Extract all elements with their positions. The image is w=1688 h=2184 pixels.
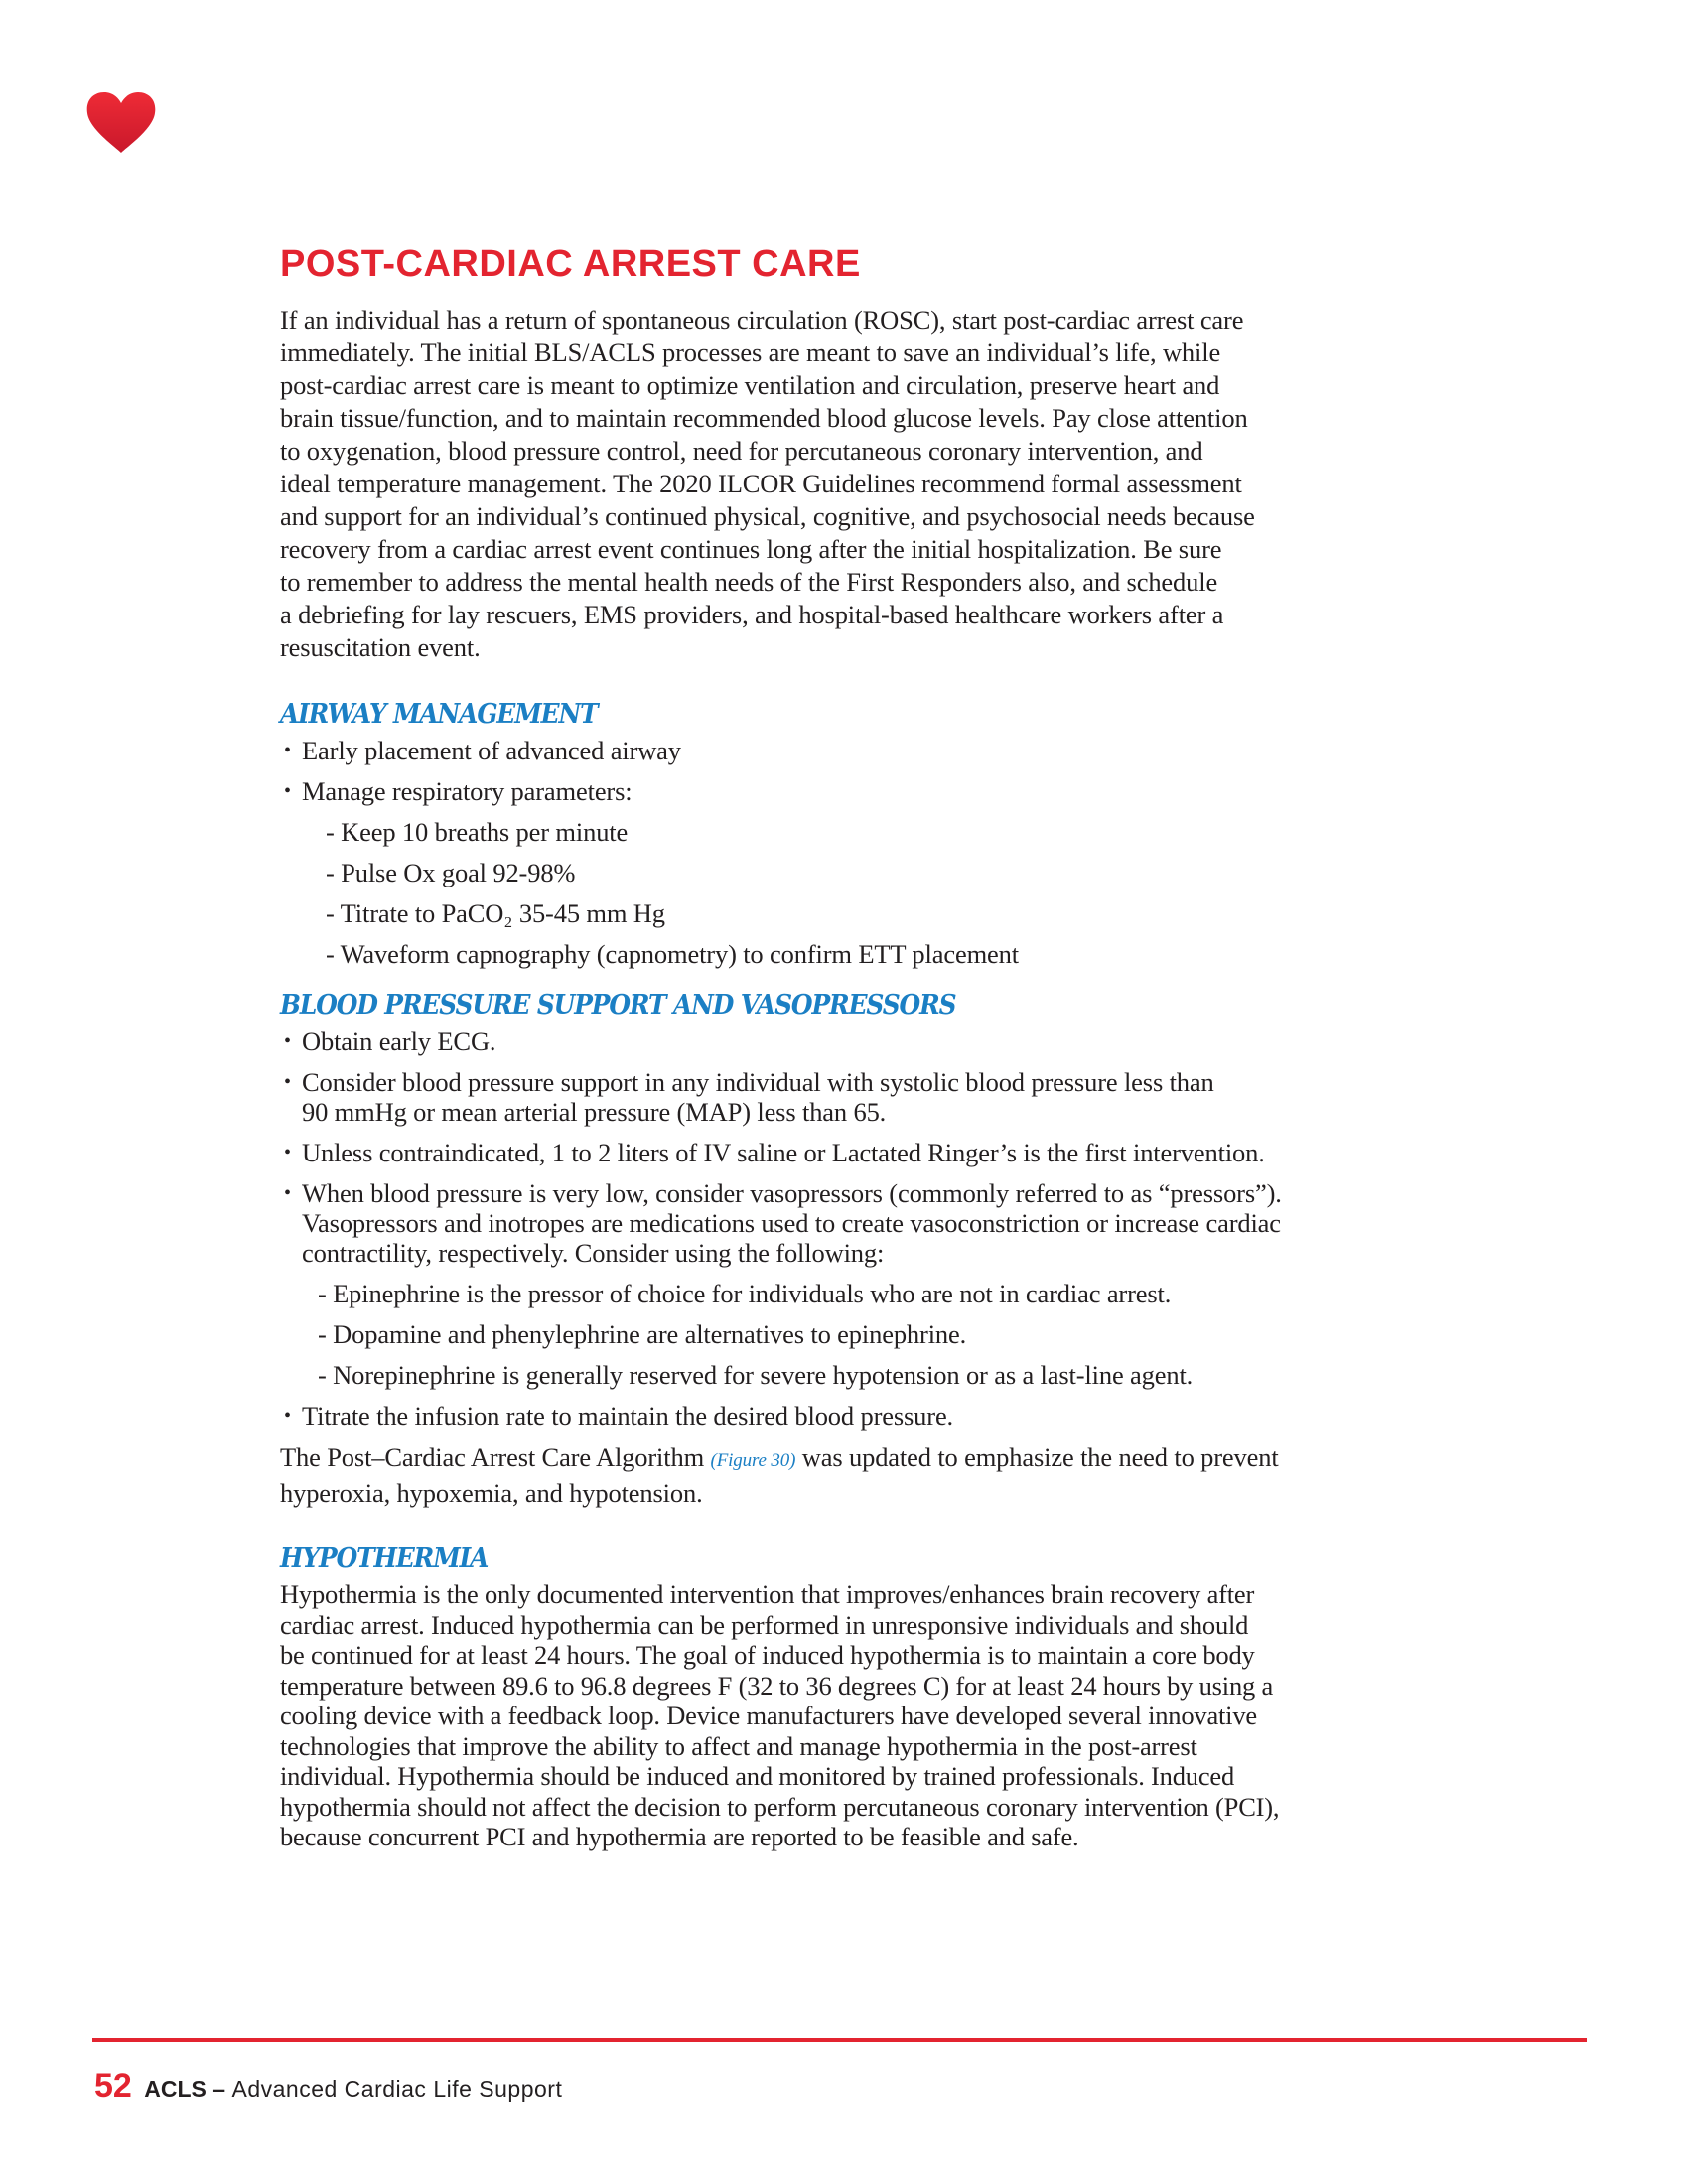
bp-list: [280, 1026, 1472, 1431]
text-line: immediately. The initial BLS/ACLS processes are meant to save an individual’s life, while: [280, 338, 1221, 367]
sub-list-item: [280, 1360, 1472, 1390]
airway-heading: AIRWAY MANAGEMENT: [280, 699, 598, 730]
text-line: be continued for at least 24 hours. The goal of induced hypothermia is to maintain a core body: [280, 1640, 1255, 1670]
text-line: Hypothermia is the only documented intervention that improves/enhances brain recovery after: [280, 1579, 1255, 1609]
list-item-text: 90 mmHg or mean arterial pressure (MAP) less than 65.: [302, 1097, 887, 1127]
sub-list-item: [280, 858, 1472, 887]
list-item-text: Vasopressors and inotropes are medications used to create vasoconstriction or increase cardiac: [302, 1208, 1281, 1238]
text-line: cooling device with a feedback loop. Device manufacturers have developed several innovative: [280, 1701, 1257, 1730]
sub-list-item: [280, 939, 1472, 969]
bullet-icon: •: [284, 1142, 291, 1163]
list-item: [280, 1067, 1472, 1127]
list-item-text: Early placement of advanced airway: [302, 736, 681, 765]
bullet-icon: •: [284, 1071, 291, 1093]
bullet-icon: •: [284, 1405, 291, 1427]
list-item-text: - Titrate to PaCO₂ 35-45 mm Hg: [326, 898, 665, 928]
text-line: [280, 1441, 1472, 1477]
text-line: a debriefing for lay rescuers, EMS providers, and hospital-based healthcare workers after a: [280, 600, 1224, 629]
text-line: individual. Hypothermia should be induced and monitored by trained professionals. Induced: [280, 1761, 1235, 1791]
footer-brand: ACLS: [144, 2076, 207, 2102]
bullet-icon: •: [284, 1182, 291, 1204]
algorithm-note: [280, 1441, 1472, 1510]
list-item: [280, 776, 1472, 806]
text-line: ideal temperature management. The 2020 ILCOR Guidelines recommend formal assessment: [280, 469, 1242, 498]
list-item: [280, 1178, 1472, 1268]
text-line: hypothermia should not affect the decision to perform percutaneous coronary intervention (PCI),: [280, 1791, 1280, 1822]
text-line: technologies that improve the ability to affect and manage hypothermia in the post-arrest: [280, 1730, 1197, 1761]
page-title: POST-CARDIAC ARREST CARE: [280, 243, 861, 285]
text-line: recovery from a cardiac arrest event continues long after the initial hospitalization. Be sure: [280, 534, 1222, 564]
hypothermia-heading: HYPOTHERMIA: [280, 1543, 489, 1573]
list-item-text: Manage respiratory parameters:: [302, 776, 633, 806]
sub-list-item: [280, 817, 1472, 847]
text-span: The Post–Cardiac Arrest Care Algorithm: [280, 1442, 711, 1472]
text-line: to oxygenation, blood pressure control, need for percutaneous coronary intervention, and: [280, 436, 1203, 466]
list-item-text: - Epinephrine is the pressor of choice for individuals who are not in cardiac arrest.: [318, 1279, 1172, 1308]
intro-paragraph: [280, 304, 1472, 664]
page-footer: [94, 2067, 562, 2106]
figure-30-link[interactable]: (Figure 30): [710, 1450, 796, 1471]
text-line: hyperoxia, hypoxemia, and hypotension.: [280, 1478, 703, 1508]
list-item-text: - Pulse Ox goal 92-98%: [326, 858, 576, 887]
text-line: post-cardiac arrest care is meant to optimize ventilation and circulation, preserve heart and: [280, 370, 1220, 400]
text-line: and support for an individual’s continued physical, cognitive, and psychosocial needs because: [280, 501, 1255, 531]
list-item-text: Obtain early ECG.: [302, 1026, 496, 1056]
text-line: If an individual has a return of spontaneous circulation (ROSC), start post-cardiac arrest care: [280, 305, 1244, 335]
sub-list-item: [280, 1279, 1472, 1308]
list-item-text: contractility, respectively. Consider using the following:: [302, 1238, 885, 1268]
list-item-text: Titrate the infusion rate to maintain the desired blood pressure.: [302, 1401, 954, 1431]
footer-subtitle: Advanced Cardiac Life Support: [231, 2076, 563, 2102]
list-item-text: - Dopamine and phenylephrine are alternatives to epinephrine.: [318, 1319, 967, 1349]
bullet-icon: •: [284, 1030, 291, 1052]
footer-divider: [92, 2038, 1587, 2042]
list-item-text: - Norepinephrine is generally reserved for severe hypotension or as a last-line agent.: [318, 1360, 1194, 1390]
bullet-icon: •: [284, 780, 291, 802]
page-number: 52: [94, 2067, 132, 2105]
text-line: resuscitation event.: [280, 632, 481, 662]
list-item: [280, 736, 1472, 765]
list-item: [280, 1138, 1472, 1167]
text-line: temperature between 89.6 to 96.8 degrees F (32 to 36 degrees C) for at least 24 hours by using a: [280, 1670, 1274, 1701]
text-line: to remember to address the mental health needs of the First Responders also, and schedule: [280, 567, 1218, 597]
footer-separator: –: [206, 2076, 232, 2102]
list-item-text: Consider blood pressure support in any individual with systolic blood pressure less than: [302, 1067, 1214, 1097]
list-item-text: When blood pressure is very low, consider vasopressors (commonly referred to as “pressors”).: [302, 1178, 1282, 1208]
hypothermia-paragraph: [280, 1579, 1472, 1852]
heart-icon: [85, 91, 157, 155]
text-line: brain tissue/function, and to maintain recommended blood glucose levels. Pay close attention: [280, 403, 1248, 433]
list-item-text: - Waveform capnography (capnometry) to confirm ETT placement: [326, 939, 1019, 969]
sub-list-item: [280, 898, 1472, 928]
airway-list: [280, 736, 1472, 969]
sub-list-item: [280, 1319, 1472, 1349]
list-item-text: - Keep 10 breaths per minute: [326, 817, 629, 847]
list-item: [280, 1401, 1472, 1431]
list-item-text: Unless contraindicated, 1 to 2 liters of IV saline or Lactated Ringer’s is the first intervention.: [302, 1138, 1265, 1167]
page-content: [280, 242, 1472, 1852]
text-line: cardiac arrest. Induced hypothermia can be performed in unresponsive individuals and should: [280, 1609, 1249, 1640]
list-item: [280, 1026, 1472, 1056]
bullet-icon: •: [284, 740, 291, 761]
bp-heading: BLOOD PRESSURE SUPPORT AND VASOPRESSORS: [280, 990, 956, 1021]
text-span: was updated to emphasize the need to prevent: [795, 1442, 1279, 1472]
text-line: because concurrent PCI and hypothermia are reported to be feasible and safe.: [280, 1822, 1079, 1851]
